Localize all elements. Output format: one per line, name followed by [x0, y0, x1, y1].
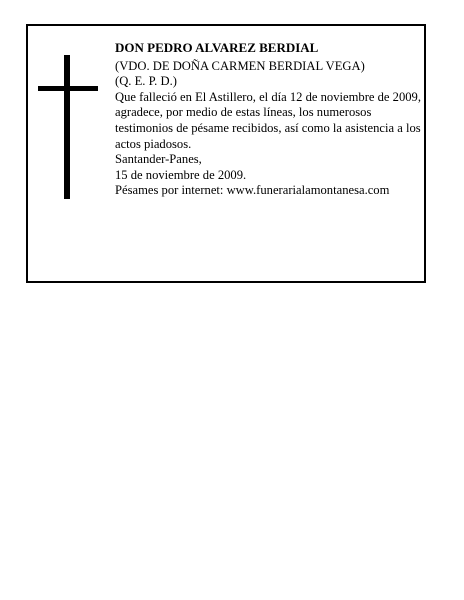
condolences-line: Pésames por internet: www.funerarialamontanesa.com: [115, 183, 390, 198]
cross-vertical-bar: [64, 55, 70, 199]
thanks-text: agradece, por medio de estas líneas, los numerosos testimonios de pésame recibidos, así como la asistencia a los actos piadosos.: [115, 105, 421, 151]
cross-icon: [38, 55, 98, 199]
date-line: 15 de noviembre de 2009.: [115, 167, 247, 182]
death-info: Que falleció en El Astillero, el día 12 de noviembre de 2009,: [115, 89, 422, 104]
notice-text: [115, 40, 421, 199]
place-line: Santander-Panes,: [115, 152, 202, 167]
widower-line: (VDO. DE DOÑA CARMEN BERDIAL VEGA): [115, 58, 365, 73]
deceased-name: DON PEDRO ALVAREZ BERDIAL: [115, 40, 319, 55]
rip-line: (Q. E. P. D.): [115, 74, 177, 89]
obituary-notice: [26, 24, 426, 283]
cross-horizontal-bar: [38, 86, 98, 91]
